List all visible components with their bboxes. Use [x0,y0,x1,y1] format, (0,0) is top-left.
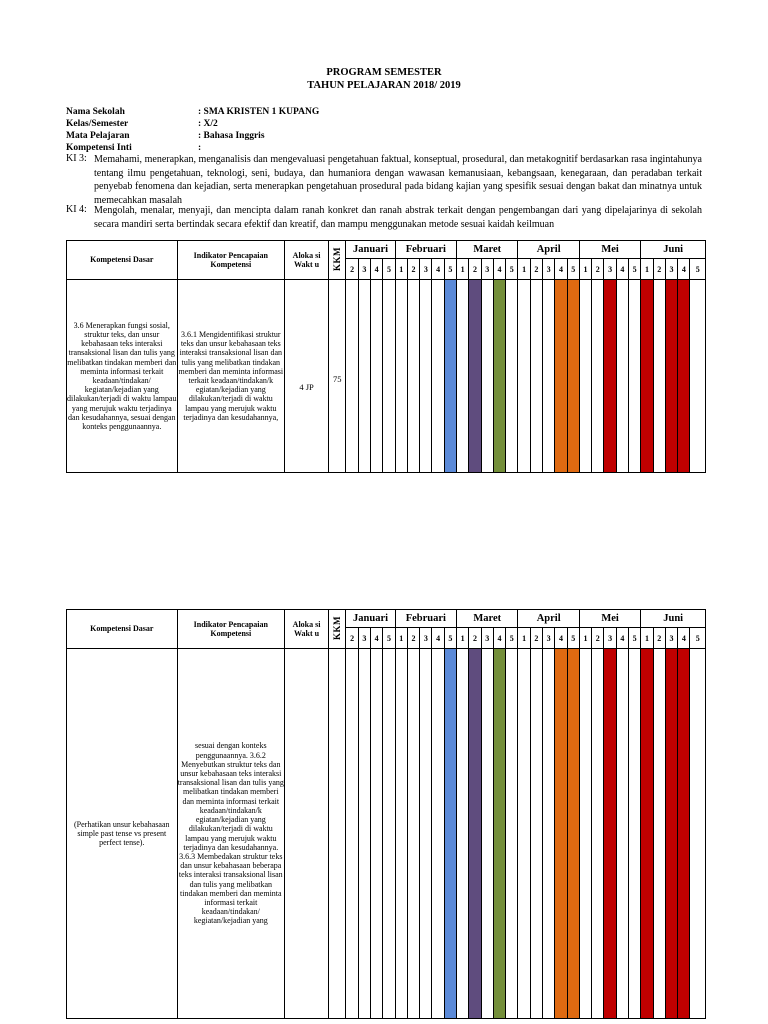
week-cell: 4 [493,259,505,280]
schedule-cell [592,280,604,473]
week-cell: 4 [616,259,628,280]
ki4-label: KI 4: [66,204,87,215]
info-label-subject: Mata Pelajaran [66,131,130,141]
info-value-school: : SMA KRISTEN 1 KUPANG [198,107,320,117]
alokasi-cell: 4 JP [285,280,329,473]
schedule-cell-orange [567,649,579,1019]
schedule-cell [383,280,395,473]
week-cell: 2 [653,628,665,649]
week-cell: 5 [383,259,395,280]
month-maret: Maret [457,610,518,628]
schedule-cell [481,649,493,1019]
kkm-cell [329,649,346,1019]
schedule-cell [481,280,493,473]
week-cell: 5 [444,628,456,649]
schedule-cell [616,280,628,473]
week-cell: 3 [665,259,677,280]
week-cell: 5 [629,628,641,649]
schedule-cell [690,649,706,1019]
week-cell: 4 [678,628,690,649]
header-indikator: Indikator Pencapaian Kompetensi [177,241,285,280]
schedule-cell [346,280,358,473]
week-cell: 3 [358,259,370,280]
schedule-cell [457,280,469,473]
week-cell: 5 [506,628,518,649]
schedule-cell-red [665,280,677,473]
ipk-cell: 3.6.1 Mengidentifikasi struktur teks dan unsur kebahasaan teks interaksi transaksional lisan dan tulis yang melibatkan tindakan memberi dan meminta informasi terkait keadaan/tindakan/k egiatan/kejadian yang dilakukan/terjadi di waktu lampau yang merujuk waktu terjadinya dan kesudahannya, [177,280,285,473]
month-juni: Juni [641,610,706,628]
month-april: April [518,610,579,628]
week-cell: 1 [579,628,591,649]
header-kkm: KKM [329,241,346,280]
schedule-cell-red [678,280,690,473]
ipk-cell: sesuai dengan konteks penggunaannya. 3.6.2 Menyebutkan struktur teks dan unsur kebahasaan teks interaksi transaksional lisan dan tulis yang melibatkan tindakan memberi dan meminta informasi terkait keadaan/tindakan/k egiatan/kejadian yang dilakukan/terjadi di waktu lampau yang merujuk waktu terjadinya dan kesudahannya. 3.6.3 Membedakan struktur teks dan unsur kebahasaan beberapa teks interaksi transaksional lisan dan tulis yang melibatkan tindakan memberi dan meminta informasi terkait keadaan/tindakan/ kegiatan/kejadian yang [177,649,285,1019]
schedule-cell-green [493,649,505,1019]
week-cell: 2 [407,259,419,280]
month-februari: Februari [395,610,456,628]
schedule-cell [395,649,407,1019]
week-cell: 3 [420,259,432,280]
schedule-cell [457,649,469,1019]
week-cell: 5 [690,628,706,649]
schedule-cell [530,280,542,473]
schedule-cell [592,649,604,1019]
week-cell: 3 [604,628,616,649]
info-label-class: Kelas/Semester [66,119,129,129]
alokasi-cell [285,649,329,1019]
info-value-class: : X/2 [198,119,218,129]
schedule-cell [653,649,665,1019]
week-cell: 1 [579,259,591,280]
week-cell: 5 [506,259,518,280]
month-april: April [518,241,579,259]
schedule-cell [518,280,530,473]
week-cell: 3 [420,628,432,649]
header-indikator: Indikator Pencapaian Kompetensi [177,610,285,649]
week-cell: 5 [690,259,706,280]
schedule-cell-red [678,649,690,1019]
schedule-cell-orange [567,280,579,473]
schedule-cell [407,649,419,1019]
schedule-cell-orange [555,649,567,1019]
week-cell: 5 [629,259,641,280]
schedule-cell [407,280,419,473]
week-cell: 1 [457,259,469,280]
month-mei: Mei [579,241,640,259]
week-cell: 2 [592,628,604,649]
schedule-cell [629,280,641,473]
week-cell: 2 [653,259,665,280]
week-cell: 5 [444,259,456,280]
week-cell: 1 [395,259,407,280]
ki3-text: Memahami, menerapkan, menganalisis dan mengevaluasi pengetahuan faktual, konseptual, prosedural, dan metakognitif berdasarkan rasa ingintahunya tentang ilmu pengetahuan, teknologi, seni, budaya, dan humaniora dengan wawasan kemanusiaan, kebangsaan, kenegaraan, dan peradaban terkait penyebab fenomena dan kejadian, serta menerapkan pengetahuan prosedural pada bidang kajian yang spesifik sesuai dengan bakat dan minatnya untuk memecahkan masalah [94,154,702,206]
month-maret: Maret [457,241,518,259]
month-juni: Juni [641,241,706,259]
schedule-cell-orange [555,280,567,473]
kd-cell: (Perhatikan unsur kebahasaan simple past tense vs present perfect tense). [67,649,178,1019]
week-cell: 2 [469,628,481,649]
week-cell: 1 [518,259,530,280]
schedule-cell [420,649,432,1019]
schedule-cell [395,280,407,473]
kkm-cell: 75 [329,280,346,473]
header-alokasi-waktu: Aloka si Wakt u [285,610,329,649]
week-cell: 2 [530,259,542,280]
week-cell: 3 [543,259,555,280]
schedule-cell-red [665,649,677,1019]
month-januari: Januari [346,610,395,628]
schedule-cell [432,649,444,1019]
schedule-cell [543,649,555,1019]
month-mei: Mei [579,610,640,628]
week-cell: 4 [493,628,505,649]
schedule-cell-red [604,280,616,473]
week-cell: 4 [555,259,567,280]
week-cell: 4 [432,628,444,649]
schedule-cell [530,649,542,1019]
schedule-cell-purple [469,649,481,1019]
schedule-cell-red [641,649,653,1019]
schedule-table-1 [66,240,706,473]
week-cell: 1 [518,628,530,649]
document-subtitle: TAHUN PELAJARAN 2018/ 2019 [307,80,461,91]
week-cell: 4 [371,628,383,649]
schedule-cell [616,649,628,1019]
kd-cell: 3.6 Menerapkan fungsi sosial, struktur teks, dan unsur kebahasaan teks interaksi transaksional lisan dan tulis yang melibatkan tindakan memberi dan meminta informasi terkait keadaan/tindakan/ kegiatan/kejadian yang dilakukan/terjadi di waktu lampau yang merujuk waktu terjadinya dan kesudahannya, sesuai dengan konteks penggunaannya. [67,280,178,473]
header-alokasi-waktu: Aloka si Wakt u [285,241,329,280]
info-value-subject: : Bahasa Inggris [198,131,265,141]
week-cell: 2 [530,628,542,649]
info-value-ki: : [198,143,202,153]
header-kkm: KKM [329,610,346,649]
week-cell: 1 [395,628,407,649]
week-cell: 4 [616,628,628,649]
week-cell: 3 [358,628,370,649]
schedule-cell [506,649,518,1019]
schedule-cell [579,649,591,1019]
week-cell: 1 [641,628,653,649]
info-label-ki: Kompetensi Inti [66,143,132,153]
week-cell: 2 [346,628,358,649]
schedule-cell [629,649,641,1019]
header-kompetensi-dasar: Kompetensi Dasar [67,241,178,280]
schedule-cell-red [604,649,616,1019]
schedule-cell [371,649,383,1019]
week-cell: 3 [665,628,677,649]
header-kompetensi-dasar: Kompetensi Dasar [67,610,178,649]
schedule-cell [371,280,383,473]
week-cell: 4 [432,259,444,280]
week-cell: 5 [383,628,395,649]
week-cell: 4 [678,259,690,280]
week-cell: 1 [457,628,469,649]
week-cell: 5 [567,259,579,280]
week-cell: 1 [641,259,653,280]
document-title: PROGRAM SEMESTER [326,67,442,78]
info-label-school: Nama Sekolah [66,107,125,117]
schedule-cell [358,280,370,473]
week-cell: 2 [469,259,481,280]
ki4-text: Mengolah, menalar, menyaji, dan mencipta dalam ranah konkret dan ranah abstrak terkait dengan pengembangan dari yang dipelajarinya di sekolah secara mandiri serta bertindak secara efektif dan kreatif, dan mampu menggunakan metode sesuai kaidah keilmuan [94,205,702,230]
week-cell: 3 [604,259,616,280]
schedule-table-2 [66,609,706,1019]
schedule-cell [690,280,706,473]
month-februari: Februari [395,241,456,259]
schedule-cell-blue [444,649,456,1019]
schedule-cell [358,649,370,1019]
schedule-cell [383,649,395,1019]
week-cell: 3 [543,628,555,649]
week-cell: 2 [592,259,604,280]
schedule-cell-red [641,280,653,473]
month-januari: Januari [346,241,395,259]
week-cell: 2 [346,259,358,280]
week-cell: 5 [567,628,579,649]
schedule-cell [579,280,591,473]
schedule-cell-blue [444,280,456,473]
week-cell: 3 [481,628,493,649]
schedule-cell [432,280,444,473]
schedule-cell [653,280,665,473]
week-cell: 2 [407,628,419,649]
schedule-cell [543,280,555,473]
schedule-cell-green [493,280,505,473]
week-cell: 4 [555,628,567,649]
ki3-label: KI 3: [66,153,87,164]
schedule-cell [518,649,530,1019]
week-cell: 3 [481,259,493,280]
schedule-cell-purple [469,280,481,473]
schedule-cell [506,280,518,473]
week-cell: 4 [371,259,383,280]
schedule-cell [420,280,432,473]
schedule-cell [346,649,358,1019]
